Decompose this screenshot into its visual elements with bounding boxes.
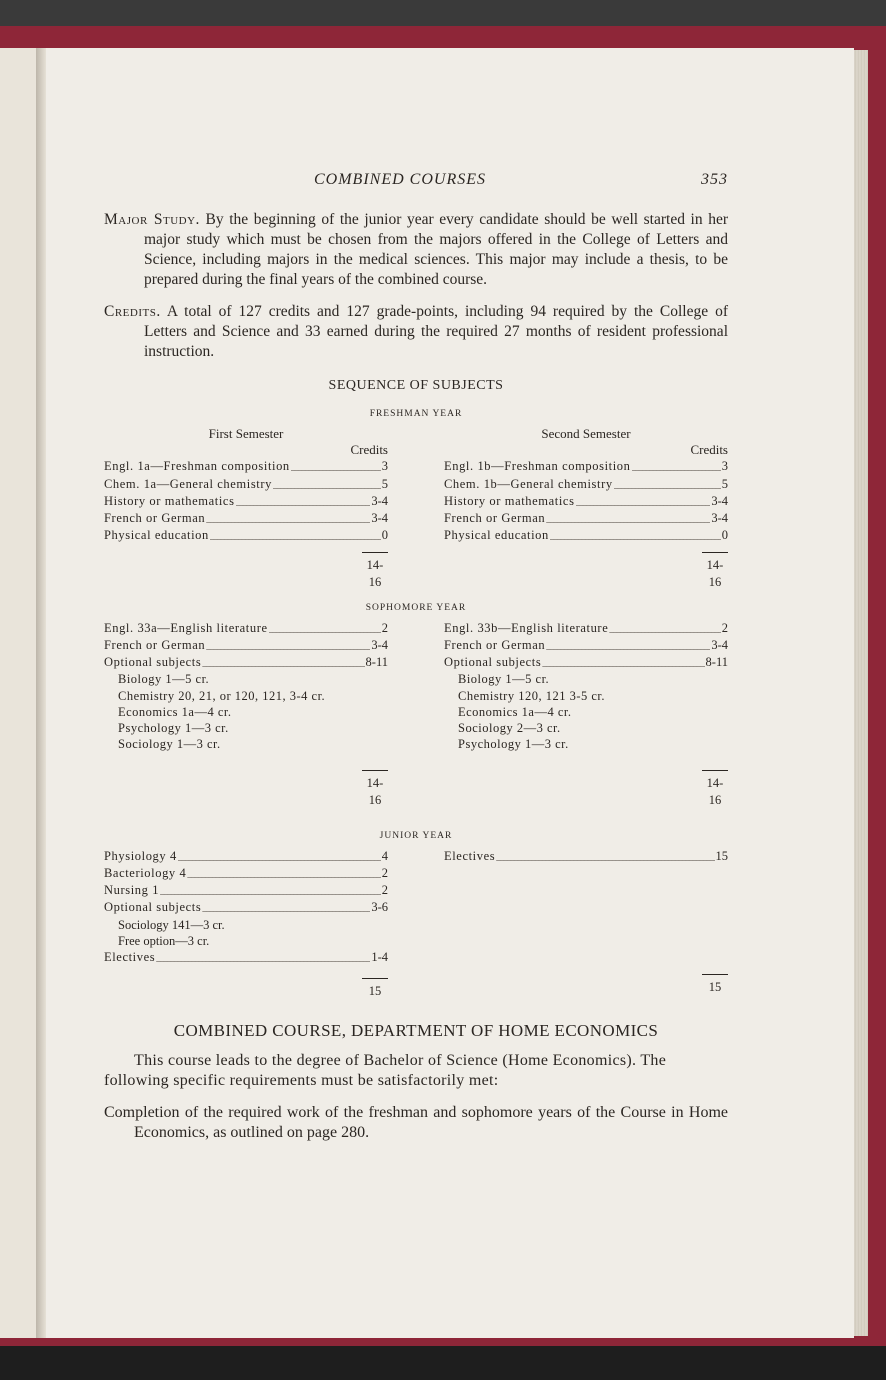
course-row: French or German _____ 3-4 xyxy=(444,637,728,654)
credits-text: A total of 127 credits and 127 grade-points, including 94 required by the College of Letters and Science and 33 earned during the required 27 months of resident professional instruction. xyxy=(144,303,728,360)
home-ec-title: COMBINED COURSE, DEPARTMENT OF HOME ECONOMICS xyxy=(173,1021,659,1041)
course-row: Chem. 1b—General chemistry _____ 5 xyxy=(444,476,728,493)
sophomore-second-semester xyxy=(444,620,728,808)
optional-subject: Sociology 141—3 cr. xyxy=(118,917,225,932)
major-study-label: Major Study. xyxy=(104,211,200,228)
page-stack-edge xyxy=(854,50,868,1336)
course-row: Engl. 1a—Freshman composition _____ 3 xyxy=(104,458,388,475)
credits-heading: Credits xyxy=(350,442,388,458)
freshman-first-semester xyxy=(104,426,388,590)
home-ec-intro: This course leads to the degree of Bachelor of Science (Home Economics). The following specific requirements must be satisfactorily met: xyxy=(104,1052,667,1090)
optional-subject: Psychology 1—3 cr. xyxy=(458,737,569,752)
optional-subject: Sociology 2—3 cr. xyxy=(458,721,561,736)
junior-second-semester xyxy=(444,848,728,1000)
sequence-title: SEQUENCE OF SUBJECTS xyxy=(328,378,504,393)
course-row: Nursing 1 _____ 2 xyxy=(104,882,388,899)
course-row: Bacteriology 4 _____ 2 xyxy=(104,865,388,882)
course-row: Electives _____ 15 xyxy=(444,848,728,865)
course-row: History or mathematics _____ 3-4 xyxy=(104,493,388,510)
course-row: Physical education _____ 0 xyxy=(104,527,388,544)
junior-first-semester xyxy=(104,848,388,1000)
scan-bottom-border xyxy=(0,1346,886,1380)
optional-subject: Biology 1—5 cr. xyxy=(118,672,210,687)
page-number: 353 xyxy=(701,171,728,188)
second-semester-heading: Second Semester xyxy=(541,426,631,441)
sophomore-heading: SOPHOMORE YEAR xyxy=(365,602,467,613)
optional-subject: Psychology 1—3 cr. xyxy=(118,721,229,736)
course-row: Physiology 4 _____ 4 xyxy=(104,848,388,865)
semester-total: 14-16 xyxy=(104,552,388,589)
previous-page-edge xyxy=(0,48,40,1338)
course-row: French or German _____ 3-4 xyxy=(104,510,388,527)
optional-subject: Chemistry 120, 121 3-5 cr. xyxy=(458,688,606,703)
course-row: French or German _____ 3-4 xyxy=(104,637,388,654)
course-row: Chem. 1a—General chemistry _____ 5 xyxy=(104,476,388,493)
freshman-heading: FRESHMAN YEAR xyxy=(369,409,463,419)
running-header xyxy=(104,170,728,198)
optional-subject: Free option—3 cr. xyxy=(118,933,210,948)
sophomore-table xyxy=(104,620,728,808)
credits-paragraph xyxy=(104,302,728,362)
sophomore-first-semester xyxy=(104,620,388,808)
semester-total: 14-16 xyxy=(444,770,728,807)
optional-subject: Biology 1—5 cr. xyxy=(458,672,550,687)
course-row: French or German _____ 3-4 xyxy=(444,510,728,527)
book-gutter xyxy=(36,48,46,1338)
optional-subject: Economics 1a—4 cr. xyxy=(458,704,572,719)
semester-total: 14-16 xyxy=(444,552,728,589)
junior-heading: JUNIOR YEAR xyxy=(379,830,453,841)
first-semester-heading: First Semester xyxy=(208,426,284,441)
course-row: Engl. 1b—Freshman composition _____ 3 xyxy=(444,458,728,475)
course-row: Optional subjects _____ 8-11 xyxy=(444,654,728,671)
course-row: Electives _____ 1-4 xyxy=(104,949,388,966)
semester-total: 15 xyxy=(444,974,728,995)
optional-subject: Sociology 1—3 cr. xyxy=(118,737,221,752)
running-title: COMBINED COURSES xyxy=(314,171,486,188)
course-row: History or mathematics _____ 3-4 xyxy=(444,493,728,510)
course-row: Optional subjects _____ 3-6 xyxy=(104,899,388,916)
major-study-paragraph xyxy=(104,210,728,290)
freshman-second-semester xyxy=(444,426,728,590)
freshman-table xyxy=(104,426,728,590)
credits-heading: Credits xyxy=(690,442,728,458)
optional-subject: Economics 1a—4 cr. xyxy=(118,704,232,719)
course-row: Physical education _____ 0 xyxy=(444,527,728,544)
course-row: Engl. 33b—English literature _____ 2 xyxy=(444,620,728,637)
credits-label: Credits. xyxy=(104,303,161,320)
semester-total: 14-16 xyxy=(104,770,388,807)
course-row: Optional subjects _____ 8-11 xyxy=(104,654,388,671)
semester-total: 15 xyxy=(104,978,388,999)
course-row: Engl. 33a—English literature _____ 2 xyxy=(104,620,388,637)
page-content xyxy=(104,170,728,1151)
optional-subject: Chemistry 20, 21, or 120, 121, 3-4 cr. xyxy=(118,688,326,703)
junior-table xyxy=(104,848,728,1000)
major-study-text: By the beginning of the junior year every candidate should be well started in her major study which must be chosen from the majors offered in the College of Letters and Science, including majors in the medical sciences. This major may include a thesis, to be prepared during the final years of the combined course. xyxy=(144,211,728,288)
home-ec-requirement: Completion of the required work of the freshman and sophomore years of the Course in Home Economics, as outlined on page 280. xyxy=(104,1104,728,1142)
